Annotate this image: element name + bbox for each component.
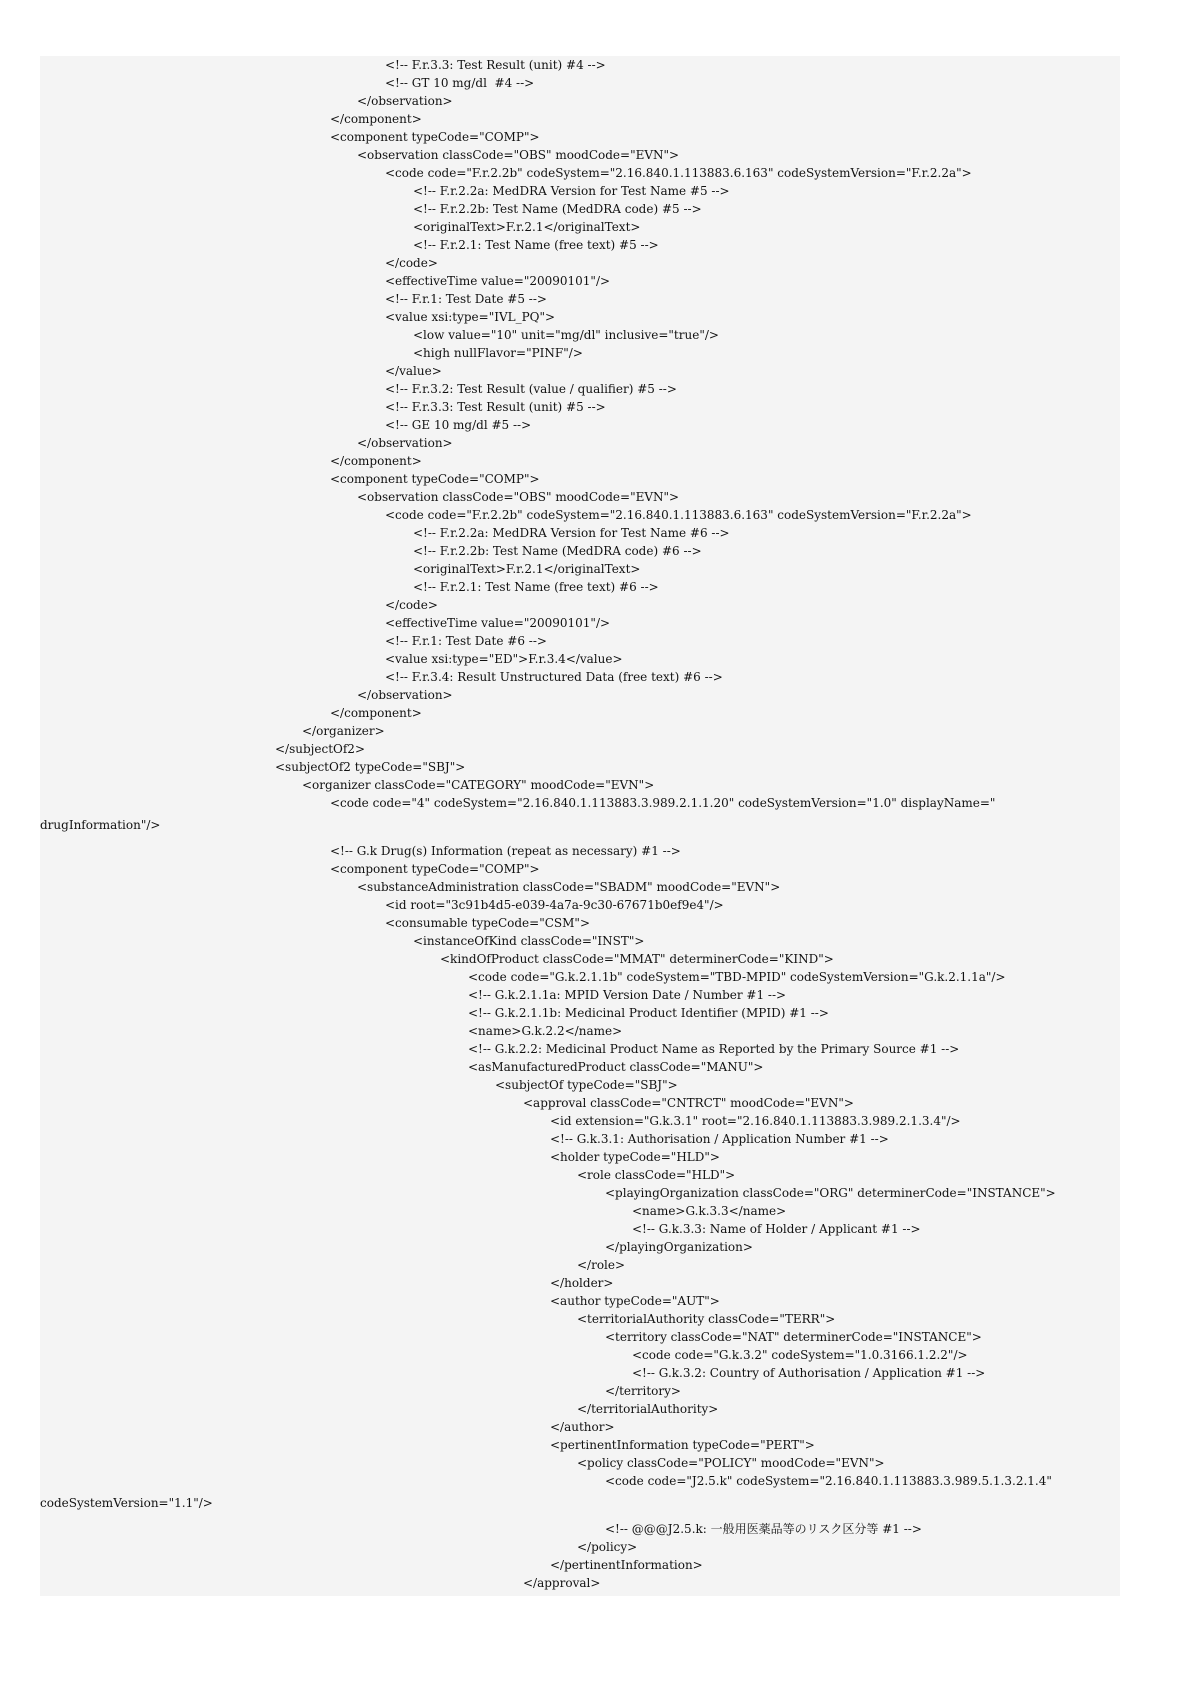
code-line: <kindOfProduct classCode="MMAT" determinerCode="KIND"> — [440, 952, 834, 966]
code-line: </component> — [330, 454, 422, 468]
code-line: <value xsi:type="IVL_PQ"> — [385, 310, 556, 324]
code-line: <holder typeCode="HLD"> — [550, 1150, 720, 1164]
code-line: </component> — [330, 112, 422, 126]
code-line: <value xsi:type="ED">F.r.3.4</value> — [385, 652, 623, 666]
code-line: </value> — [385, 364, 442, 378]
code-line: <!-- F.r.2.2b: Test Name (MedDRA code) #6 --> — [413, 544, 702, 558]
code-line: <high nullFlavor="PINF"/> — [413, 346, 583, 360]
code-line: </code> — [385, 256, 438, 270]
code-line: </playingOrganization> — [605, 1240, 753, 1254]
code-line: </observation> — [357, 436, 453, 450]
code-line: </observation> — [357, 688, 453, 702]
code-line: <!-- F.r.2.2a: MedDRA Version for Test Name #6 --> — [413, 526, 730, 540]
code-line: <organizer classCode="CATEGORY" moodCode="EVN"> — [302, 778, 655, 792]
code-line: </subjectOf2> — [275, 742, 365, 756]
code-line: <observation classCode="OBS" moodCode="EVN"> — [357, 148, 680, 162]
code-line: <code code="4" codeSystem="2.16.840.1.113883.3.989.2.1.1.20" codeSystemVersion="1.0" displayName=" — [330, 796, 996, 810]
code-line: </territory> — [605, 1384, 681, 1398]
code-line: <!-- G.k.3.2: Country of Authorisation / Application #1 --> — [632, 1366, 986, 1380]
code-line: <!-- F.r.2.1: Test Name (free text) #6 --> — [413, 580, 659, 594]
code-line: <!-- F.r.1: Test Date #6 --> — [385, 634, 547, 648]
code-line: <!-- G.k.2.1.1a: MPID Version Date / Number #1 --> — [468, 988, 787, 1002]
code-line: </component> — [330, 706, 422, 720]
code-line: </holder> — [550, 1276, 614, 1290]
code-line: <id root="3c91b4d5-e039-4a7a-9c30-67671b0ef9e4"/> — [385, 898, 724, 912]
code-line: </author> — [550, 1420, 615, 1434]
code-line: codeSystemVersion="1.1"/> — [40, 1496, 213, 1510]
code-line: <policy classCode="POLICY" moodCode="EVN"> — [577, 1456, 885, 1470]
code-line: <effectiveTime value="20090101"/> — [385, 274, 611, 288]
code-line: <!-- F.r.2.1: Test Name (free text) #5 --> — [413, 238, 659, 252]
code-line: <!-- G.k Drug(s) Information (repeat as necessary) #1 --> — [330, 844, 681, 858]
code-line: <author typeCode="AUT"> — [550, 1294, 720, 1308]
code-line: <!-- G.k.2.2: Medicinal Product Name as Reported by the Primary Source #1 --> — [468, 1042, 960, 1056]
code-line: <observation classCode="OBS" moodCode="EVN"> — [357, 490, 680, 504]
code-line: <!-- GE 10 mg/dl #5 --> — [385, 418, 532, 432]
code-line: </approval> — [523, 1576, 601, 1590]
code-line: <!-- F.r.2.2a: MedDRA Version for Test Name #5 --> — [413, 184, 730, 198]
code-line: <asManufacturedProduct classCode="MANU"> — [468, 1060, 764, 1074]
code-line: <originalText>F.r.2.1</originalText> — [413, 220, 641, 234]
code-line: <code code="F.r.2.2b" codeSystem="2.16.840.1.113883.6.163" codeSystemVersion="F.r.2.2a"> — [385, 508, 972, 522]
code-line: <instanceOfKind classCode="INST"> — [413, 934, 645, 948]
code-line: </code> — [385, 598, 438, 612]
code-line: <!-- F.r.3.3: Test Result (unit) #5 --> — [385, 400, 606, 414]
code-line: <originalText>F.r.2.1</originalText> — [413, 562, 641, 576]
code-line: </territorialAuthority> — [577, 1402, 719, 1416]
code-line: <component typeCode="COMP"> — [330, 130, 540, 144]
code-line: <component typeCode="COMP"> — [330, 862, 540, 876]
code-line: <component typeCode="COMP"> — [330, 472, 540, 486]
code-line: <!-- G.k.3.1: Authorisation / Application Number #1 --> — [550, 1132, 889, 1146]
code-line: </organizer> — [302, 724, 385, 738]
code-line: </observation> — [357, 94, 453, 108]
code-line: <subjectOf2 typeCode="SBJ"> — [275, 760, 466, 774]
code-line: <consumable typeCode="CSM"> — [385, 916, 590, 930]
code-line: <!-- F.r.3.3: Test Result (unit) #4 --> — [385, 58, 606, 72]
code-line: <!-- F.r.3.2: Test Result (value / qualifier) #5 --> — [385, 382, 677, 396]
code-line: <code code="G.k.2.1.1b" codeSystem="TBD-MPID" codeSystemVersion="G.k.2.1.1a"/> — [468, 970, 1006, 984]
code-line: <name>G.k.2.2</name> — [468, 1024, 623, 1038]
code-line: <effectiveTime value="20090101"/> — [385, 616, 611, 630]
code-line: <!-- F.r.3.4: Result Unstructured Data (free text) #6 --> — [385, 670, 723, 684]
code-line: <low value="10" unit="mg/dl" inclusive="true"/> — [413, 328, 719, 342]
code-line: drugInformation"/> — [40, 818, 161, 832]
code-line: </role> — [577, 1258, 626, 1272]
code-line: <subjectOf typeCode="SBJ"> — [495, 1078, 678, 1092]
code-line: <code code="F.r.2.2b" codeSystem="2.16.840.1.113883.6.163" codeSystemVersion="F.r.2.2a"> — [385, 166, 972, 180]
code-line: <id extension="G.k.3.1" root="2.16.840.1.113883.3.989.2.1.3.4"/> — [550, 1114, 961, 1128]
code-line: <!-- G.k.2.1.1b: Medicinal Product Identifier (MPID) #1 --> — [468, 1006, 829, 1020]
code-line: <!-- F.r.1: Test Date #5 --> — [385, 292, 547, 306]
code-line: <pertinentInformation typeCode="PERT"> — [550, 1438, 815, 1452]
code-line: <!-- @@@J2.5.k: 一般用医薬品等のリスク区分等 #1 --> — [605, 1522, 922, 1536]
code-line: <playingOrganization classCode="ORG" determinerCode="INSTANCE"> — [605, 1186, 1056, 1200]
code-line: <substanceAdministration classCode="SBADM" moodCode="EVN"> — [357, 880, 781, 894]
code-line: <role classCode="HLD"> — [577, 1168, 736, 1182]
code-line: <code code="G.k.3.2" codeSystem="1.0.3166.1.2.2"/> — [632, 1348, 968, 1362]
code-line: <territorialAuthority classCode="TERR"> — [577, 1312, 836, 1326]
code-line: <approval classCode="CNTRCT" moodCode="EVN"> — [523, 1096, 854, 1110]
code-line: <code code="J2.5.k" codeSystem="2.16.840.1.113883.3.989.5.1.3.2.1.4" — [605, 1474, 1052, 1488]
code-line: <!-- G.k.3.3: Name of Holder / Applicant #1 --> — [632, 1222, 921, 1236]
code-line: </pertinentInformation> — [550, 1558, 703, 1572]
code-line: <territory classCode="NAT" determinerCode="INSTANCE"> — [605, 1330, 982, 1344]
code-line: </policy> — [577, 1540, 638, 1554]
code-line: <!-- F.r.2.2b: Test Name (MedDRA code) #5 --> — [413, 202, 702, 216]
code-line: <name>G.k.3.3</name> — [632, 1204, 787, 1218]
code-line: <!-- GT 10 mg/dl #4 --> — [385, 76, 535, 90]
